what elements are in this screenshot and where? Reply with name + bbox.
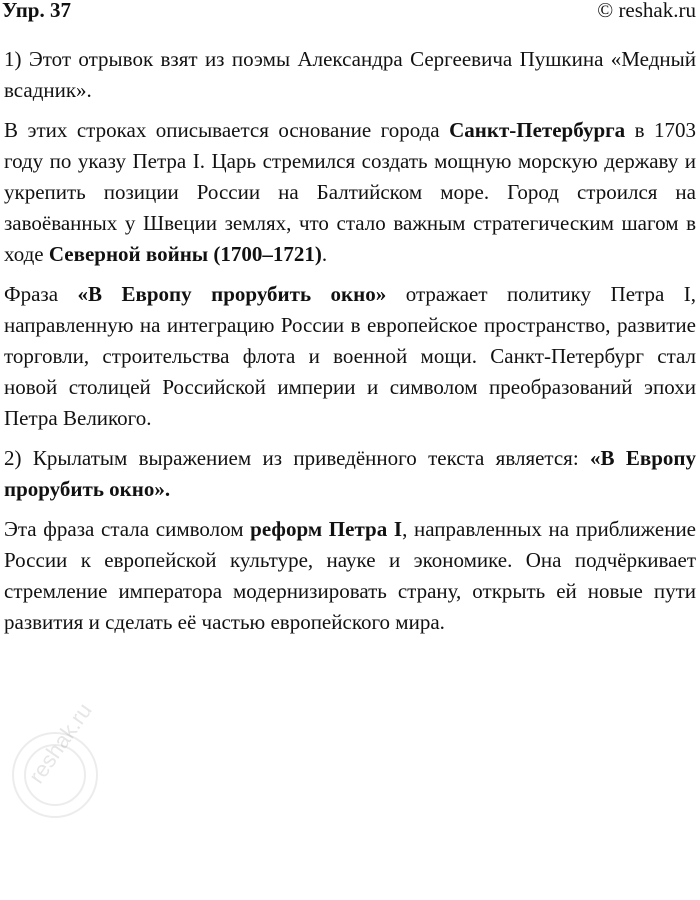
city-name-bold: Санкт-Петербурга <box>449 118 626 142</box>
paragraph-1-text: 1) Этот отрывок взят из поэмы Александра Сергеевича Пушкина «Медный всадник». <box>4 47 696 102</box>
catchphrase-bold: «В Европу прорубить окно». <box>4 446 696 501</box>
paragraph-4-text-a: 2) Крылатым выражением из приведённого текста является: <box>4 446 591 470</box>
watermark-text: reshak.ru <box>23 698 97 788</box>
paragraph-2-text-a: В этих строках описывается основание города <box>4 118 450 142</box>
watermark-logo <box>0 698 140 900</box>
paragraph-2-text-c: в 1703 году по указу Петра I. Царь стремился создать мощную морскую державу и укрепить позиции России на Балтийском море. Город строился на завоёванных у Швеции землях, что стало важным стратегическим шагом в ходе <box>4 118 696 266</box>
paragraph-5 <box>4 514 696 638</box>
paragraph-1 <box>4 44 696 106</box>
paragraph-4 <box>4 443 696 505</box>
answer-content <box>4 44 696 647</box>
paragraph-3-text-c: отражает политику Петра I, направленную на интеграцию России в европейское пространство, развитие торговли, строительства флота и военной мощи. Санкт-Петербург стал новой столицей Российской империи и символом преобразований эпохи Петра Великого. <box>4 282 697 430</box>
paragraph-3 <box>4 279 696 434</box>
northern-war-bold: Северной войны (1700–1721) <box>48 242 322 266</box>
exercise-title: Упр. 37 <box>2 0 71 22</box>
paragraph-5-text-a: Эта фраза стала символом <box>4 517 251 541</box>
header <box>0 0 700 26</box>
paragraph-2-text-d: . <box>321 242 328 266</box>
paragraph-2 <box>4 115 696 270</box>
window-phrase-bold: «В Европу прорубить окно» <box>77 282 387 306</box>
peter-reforms-bold: реформ Петра I <box>250 517 403 541</box>
paragraph-5-text-c: , направленных на приближение России к европейской культуре, науке и экономике. Она подчёркивает стремление императора модернизировать страну, открыть ей новые пути развития и сделать её частью европейского мира. <box>4 517 697 634</box>
site-copyright: © reshak.ru <box>597 0 696 22</box>
paragraph-3-text-a: Фраза <box>4 282 78 306</box>
